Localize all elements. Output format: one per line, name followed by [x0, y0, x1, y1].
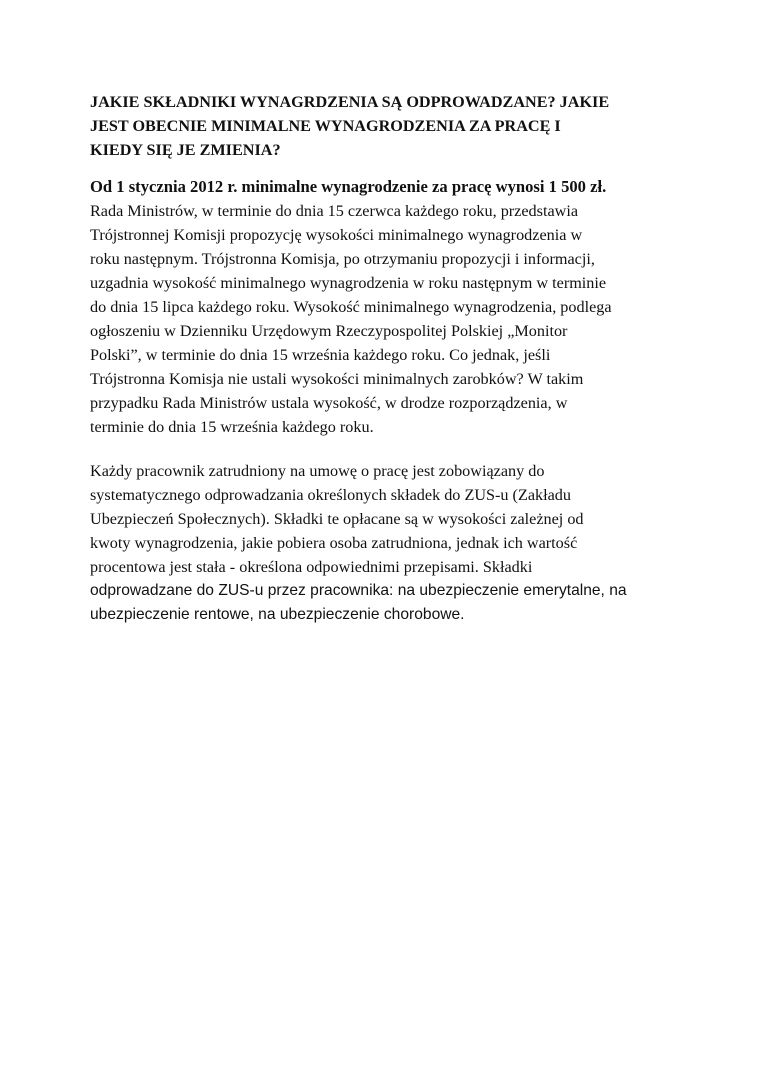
paragraph-line: do dnia 15 lipca każdego roku. Wysokość minimalnego wynagrodzenia, podlega [90, 298, 612, 316]
paragraph-line: kwoty wynagrodzenia, jakie pobiera osoba zatrudniona, jednak ich wartość [90, 534, 578, 552]
paragraph-line: Każdy pracownik zatrudniony na umowę o pracę jest zobowiązany do [90, 462, 545, 480]
heading-line: JAKIE SKŁADNIKI WYNAGRDZENIA SĄ ODPROWADZANE? JAKIE [90, 93, 610, 111]
heading-line: JEST OBECNIE MINIMALNE WYNAGRODZENIA ZA PRACĘ I [90, 117, 561, 135]
paragraph-line: Polski”, w terminie do dnia 15 września każdego roku. Co jednak, jeśli [90, 346, 551, 364]
document-heading [90, 90, 690, 162]
paragraph-line: Rada Ministrów, w terminie do dnia 15 czerwca każdego roku, przedstawia [90, 202, 579, 220]
paragraph-line: ogłoszeniu w Dzienniku Urzędowym Rzeczypospolitej Polskiej „Monitor [90, 322, 568, 340]
document-content [90, 90, 690, 627]
paragraph-line: Ubezpieczeń Społecznych). Składki te opłacane są w wysokości zależnej od [90, 510, 584, 528]
paragraph-line: procentowa jest stała - określona odpowiednimi przepisami. Składki [90, 558, 533, 576]
paragraph-zus-contributions [90, 459, 690, 627]
paragraph-line: systematycznego odprowadzania określonych składek do ZUS-u (Zakładu [90, 486, 571, 504]
heading-line: KIEDY SIĘ JE ZMIENIA? [90, 141, 281, 159]
paragraph-line: ubezpieczenie rentowe, na ubezpieczenie chorobowe. [90, 606, 465, 623]
paragraph-line: terminie do dnia 15 września każdego roku. [90, 418, 374, 436]
paragraph-line: uzgadnia wysokość minimalnego wynagrodzenia w roku następnym w terminie [90, 274, 607, 292]
paragraph-line: roku następnym. Trójstronna Komisja, po otrzymaniu propozycji i informacji, [90, 250, 595, 268]
paragraph-line: odprowadzane do ZUS-u przez pracownika: na ubezpieczenie emerytalne, na [90, 582, 627, 599]
paragraph-line: przypadku Rada Ministrów ustala wysokość, w drodze rozporządzenia, w [90, 394, 568, 412]
paragraph-line: Trójstronna Komisja nie ustali wysokości minimalnych zarobków? W takim [90, 370, 584, 388]
paragraph-minimum-wage [90, 175, 690, 439]
lead-sentence: Od 1 stycznia 2012 r. minimalne wynagrodzenie za pracę wynosi 1 500 zł. [90, 177, 607, 196]
paragraph-line: Trójstronnej Komisji propozycję wysokości minimalnego wynagrodzenia w [90, 226, 583, 244]
